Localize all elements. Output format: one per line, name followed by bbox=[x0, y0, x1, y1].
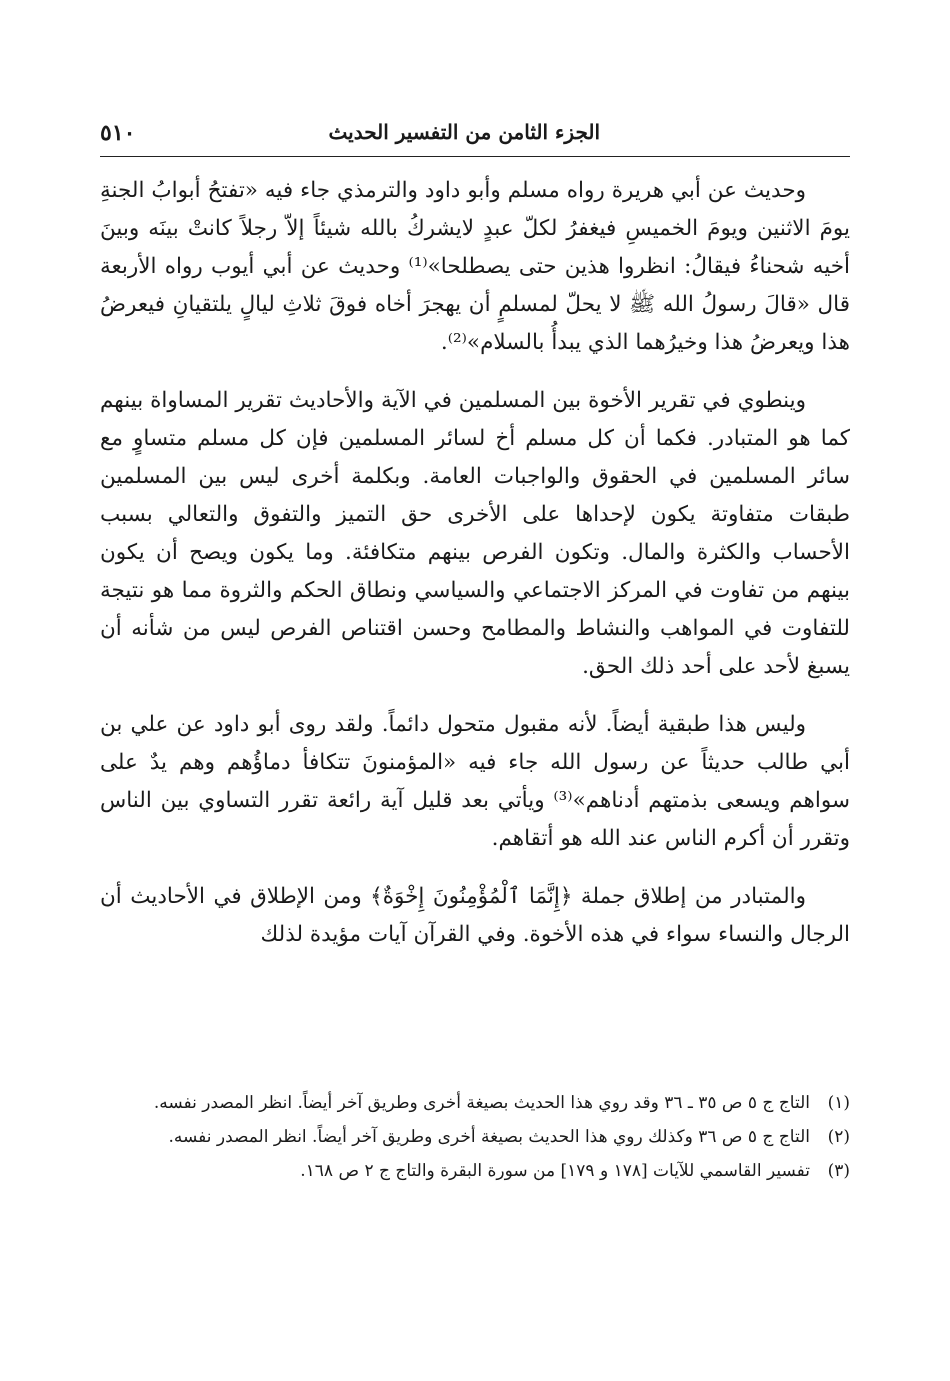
paragraph-1: وحديث عن أبي هريرة رواه مسلم وأبو داود والترمذي جاء فيه «تفتحُ أبوابُ الجنةِ يومَ الاثنين ويومَ الخميسِ فيغفرُ لكلّ عبدٍ لايشركُ بالله شيئاً إلاّ رجلاً كانتْ بينَه وبينَ أخيه شحناءُ فيقالُ: انظروا هذين حتى يصطلحا»⁽¹⁾ وحديث عن أبي أيوب رواه الأربعة قال «قالَ رسولُ الله ﷺ لا يحلّ لمسلمٍ أن يهجرَ أخاه فوقَ ثلاثِ ليالٍ يلتقيانِ فيعرضُ هذا ويعرضُ هذا وخيرُهما الذي يبدأُ بالسلام»⁽²⁾. bbox=[100, 178, 850, 355]
paragraph-3: وليس هذا طبقية أيضاً. لأنه مقبول متحول دائماً. ولقد روى أبو داود عن علي بن أبي طالب حديثاً عن رسول الله جاء فيه «المؤمنونَ تتكافأ دماؤُهم وهم يدٌ على سواهم ويسعى بذمتهم أدناهم»⁽³⁾ ويأتي بعد قليل آية رائعة تقرر التساوي بين الناس وتقرر أن أكرم الناس عند الله هو أتقاهم. bbox=[100, 712, 850, 851]
running-head bbox=[100, 118, 850, 154]
footnote-number: (٢) bbox=[827, 1127, 850, 1147]
footnotes bbox=[100, 1088, 850, 1190]
footnote-text: التاج ج ٥ ص ٣٥ ـ ٣٦ وقد روي هذا الحديث بصيغة أخرى وطريق آخر أيضاً. انظر المصدر نفسه. bbox=[153, 1093, 810, 1113]
footnote-number: (١) bbox=[827, 1093, 850, 1113]
footnote-3 bbox=[100, 1156, 850, 1186]
footnote-2 bbox=[100, 1122, 850, 1152]
header-rule bbox=[100, 156, 850, 157]
footnote-text: التاج ج ٥ ص ٣٦ وكذلك روي هذا الحديث بصيغة أخرى وطريق آخر أيضاً. انظر المصدر نفسه. bbox=[168, 1127, 810, 1147]
footnote-number: (٣) bbox=[827, 1161, 850, 1181]
paragraph-2: وينطوي في تقرير الأخوة بين المسلمين في الآية والأحاديث تقرير المساواة بينهم كما هو المتبادر. فكما أن كل مسلم أخ لسائر المسلمين فإن كل مسلم متساوٍ مع سائر المسلمين في الحقوق والواجبات العامة. وبكلمة أخرى ليس بين المسلمين طبقات متفاوتة يكون لإحداها على الأخرى حق التميز والتفوق والتعالي بسبب الأحساب والكثرة والمال. وتكون الفرص بينهم متكافئة. وما يكون ويصح أن يكون بينهم من تفاوت في المركز الاجتماعي والسياسي ونطاق الحكم والثروة مما هو نتيجة للتفاوت في المواهب والنشاط والمطامح وحسن اقتناص الفرص ليس من شأنه أن يسبغ لأحد على أحد ذلك الحق. bbox=[100, 388, 850, 679]
footnote-1 bbox=[100, 1088, 850, 1118]
paragraph-4: والمتبادر من إطلاق جملة ﴿إِنَّمَا ٱلْمُؤْمِنُونَ إِخْوَةٌ﴾ ومن الإطلاق في الأحاديث أن الرجال والنساء سواء في هذه الأخوة. وفي القرآن آيات مؤيدة لذلك bbox=[100, 884, 850, 947]
page-number: ٥١٠ bbox=[100, 120, 136, 146]
running-head-title: الجزء الثامن من التفسير الحديث bbox=[328, 120, 600, 144]
body-text bbox=[100, 172, 850, 954]
footnote-text: تفسير القاسمي للآيات [١٧٨ و ١٧٩] من سورة البقرة والتاج ج ٢ ص ١٦٨. bbox=[300, 1161, 810, 1181]
